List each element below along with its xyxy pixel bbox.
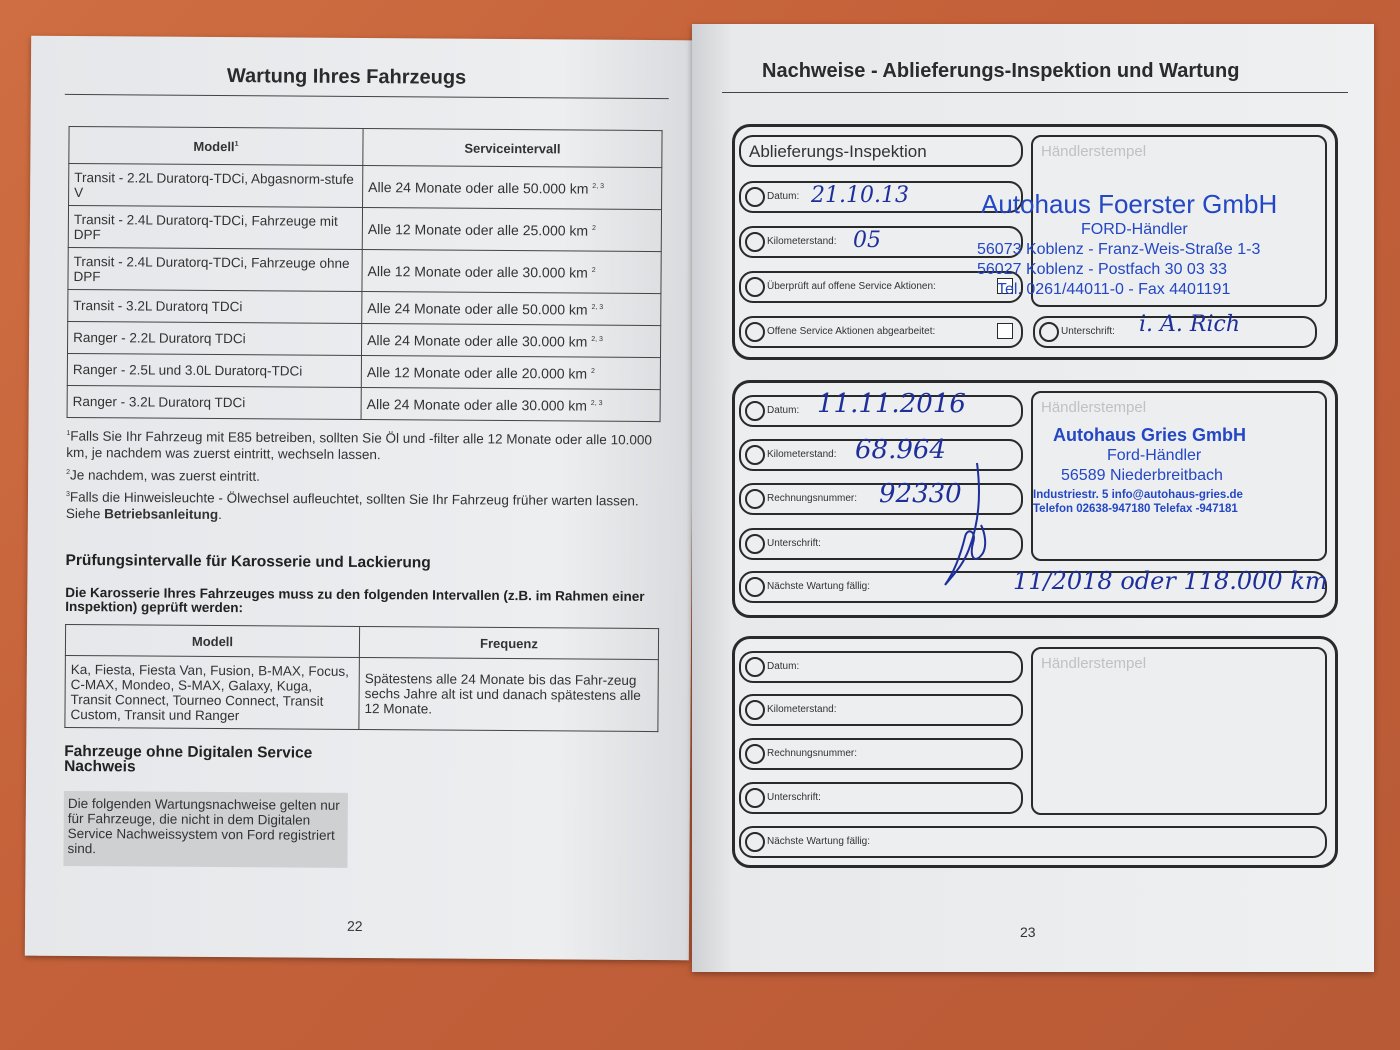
- field-label: Überprüft auf offene Service Aktionen:: [767, 281, 936, 292]
- frequency-cell: Spätestens alle 24 Monate bis das Fahr-zeug sechs Jahre alt ist und danach spätestens alle 12 Monate.: [359, 657, 658, 731]
- model-cell: Ranger - 3.2L Duratorq TDCi: [67, 385, 361, 419]
- radio-circle-icon: [745, 489, 765, 509]
- stamp-address-1: 56073 Koblenz - Franz-Weis-Straße 1-3: [977, 241, 1261, 258]
- delivery-inspection-card: [732, 124, 1338, 360]
- radio-circle-icon: [745, 445, 765, 465]
- karosserie-table: [64, 624, 659, 732]
- dealer-stamp-box: [977, 135, 1327, 307]
- table-row: [65, 655, 658, 731]
- interval-cell: Alle 12 Monate oder alle 25.000 km $^2$: [362, 208, 661, 252]
- radio-circle-icon: [1039, 322, 1059, 342]
- next-service-value: 11/2018 oder 118.000 km: [1013, 567, 1328, 595]
- footnotes: [66, 426, 667, 530]
- table-row: [68, 247, 661, 293]
- radio-circle-icon: [745, 322, 765, 342]
- model-cell: Ranger - 2.5L und 3.0L Duratorq-TDCi: [67, 353, 361, 387]
- stamp-dealer-type: Ford-Händler: [1107, 447, 1202, 464]
- radio-circle-icon: [745, 534, 765, 554]
- field-label: Datum:: [767, 405, 800, 416]
- page-title: Wartung Ihres Fahrzeugs: [226, 65, 467, 89]
- date-field[interactable]: [739, 651, 1023, 683]
- signature-scribble: [925, 453, 1005, 593]
- field-label: Unterschrift:: [767, 538, 821, 549]
- page-number: 22: [346, 917, 363, 935]
- field-label: Unterschrift:: [767, 792, 821, 803]
- col-header-model: Modell: [65, 624, 359, 657]
- karosserie-intro: Die Karosserie Ihres Fahrzeuges muss zu den folgenden Intervallen (z.B. im Rahmen einer Inspektion) geprüft werden:: [65, 584, 645, 616]
- field-label: Nächste Wartung fällig:: [767, 581, 871, 592]
- col-header-frequency: Frequenz: [359, 627, 658, 660]
- table-row: [67, 353, 660, 389]
- stamp-placeholder: Händlerstempel: [1041, 143, 1147, 160]
- stamp-dealer-type: FORD-Händler: [1081, 221, 1188, 238]
- radio-circle-icon: [745, 277, 765, 297]
- col-header-interval: Serviceintervall: [363, 129, 662, 168]
- field-label: Kilometerstand:: [767, 704, 837, 715]
- stamp-dealer-name: Autohaus Foerster GmbH: [981, 189, 1278, 219]
- model-cell: Transit - 2.2L Duratorq-TDCi, Abgasnorm-stufe V: [69, 163, 363, 207]
- signature-value: i. A. Rich: [1139, 312, 1240, 337]
- radio-circle-icon: [745, 744, 765, 764]
- model-cell: Ka, Fiesta, Fiesta Van, Fusion, B-MAX, Focus, C-MAX, Mondeo, S-MAX, Galaxy, Kuga, Transit Connect, Tourneo Connect, Transit Custom, Transit und Ranger: [65, 655, 359, 729]
- stamp-placeholder: Händlerstempel: [1041, 399, 1147, 416]
- model-cell: Transit - 2.4L Duratorq-TDCi, Fahrzeuge mit DPF: [68, 205, 362, 249]
- stamp-street-email: Industriestr. 5 info@autohaus-gries.de: [1033, 489, 1243, 501]
- model-cell: Ranger - 2.2L Duratorq TDCi: [68, 321, 362, 355]
- dealer-stamp-box: [1031, 391, 1327, 561]
- title-rule: [722, 92, 1348, 93]
- interval-cell: Alle 24 Monate oder alle 30.000 km $^{2, 3}$: [361, 388, 660, 422]
- radio-circle-icon: [745, 657, 765, 677]
- page-23: [692, 24, 1374, 972]
- service-card-2: [732, 636, 1338, 868]
- signature-field[interactable]: [739, 782, 1023, 814]
- field-label: Kilometerstand:: [767, 236, 837, 247]
- next-service-field[interactable]: [739, 567, 1328, 603]
- stamp-address-2: 56027 Koblenz - Postfach 30 03 33: [977, 261, 1227, 278]
- header-field: [739, 135, 1023, 167]
- stamp-dealer-name: Autohaus Gries GmbH: [1053, 425, 1247, 445]
- invoice-number-field[interactable]: [739, 738, 1023, 770]
- interval-cell: Alle 24 Monate oder alle 50.000 km $^{2, 3}$: [363, 166, 662, 210]
- field-label: Unterschrift:: [1061, 326, 1115, 337]
- radio-circle-icon: [745, 788, 765, 808]
- interval-cell: Alle 24 Monate oder alle 30.000 km $^{2, 3}$: [361, 324, 660, 358]
- digital-heading: Fahrzeuge ohne Digitalen Service Nachweis: [64, 742, 313, 776]
- dealer-stamp-box: [1031, 647, 1327, 815]
- interval-cell: Alle 12 Monate oder alle 20.000 km $^2$: [361, 356, 660, 390]
- stamp-placeholder: Händlerstempel: [1041, 655, 1147, 672]
- table-row: [67, 385, 660, 421]
- interval-cell: Alle 24 Monate oder alle 50.000 km $^{2, 3}$: [362, 292, 661, 326]
- radio-circle-icon: [745, 832, 765, 852]
- radio-circle-icon: [745, 232, 765, 252]
- radio-circle-icon: [745, 187, 765, 207]
- next-service-field[interactable]: [739, 826, 1327, 858]
- radio-circle-icon: [745, 700, 765, 720]
- field-label: Datum:: [767, 191, 800, 202]
- footnote-1: $^1$Falls Sie Ihr Fahrzeug mit E85 betreiben, sollten Sie Öl und -filter alle 12 Monate oder alle 10.000 km, je nachdem was zuerst eintritt, wechseln lassen.: [66, 428, 652, 462]
- info-box: Die folgenden Wartungsnachweise gelten nur für Fahrzeuge, die nicht in dem Digitalen Service Nachweissystem von Ford registriert sind.: [63, 791, 348, 868]
- field-label: Nächste Wartung fällig:: [767, 836, 871, 847]
- service-done-field[interactable]: [739, 316, 1023, 348]
- invoice-number-value: 92330: [879, 479, 962, 509]
- signature-field[interactable]: [1033, 312, 1317, 348]
- footnote-3: $^3$Falls die Hinweisleuchte - Ölwechsel aufleuchtet, sollten Sie Ihr Fahrzeug früher warten lassen. Siehe Betriebsanleitung.: [65, 489, 639, 522]
- card-header: Ablieferungs-Inspektion: [749, 142, 927, 161]
- table-row: [68, 289, 661, 325]
- date-value: 11.11.2016: [817, 389, 966, 419]
- page-22: [25, 36, 695, 961]
- service-interval-table: [67, 126, 663, 422]
- field-label: Rechnungsnummer:: [767, 748, 858, 759]
- table-row: [68, 205, 661, 251]
- field-label: Offene Service Aktionen abgearbeitet:: [767, 326, 936, 337]
- model-cell: Transit - 2.4L Duratorq-TDCi, Fahrzeuge ohne DPF: [68, 247, 362, 291]
- title-rule: [65, 94, 669, 99]
- karosserie-heading: Prüfungsintervalle für Karosserie und Lackierung: [65, 551, 431, 572]
- stamp-address: 56589 Niederbreitbach: [1061, 467, 1223, 484]
- date-field[interactable]: [739, 389, 1023, 427]
- mileage-field[interactable]: [739, 694, 1023, 726]
- service-card-1: [732, 380, 1338, 618]
- interval-cell: Alle 12 Monate oder alle 30.000 km $^2$: [362, 250, 661, 294]
- page-number: 23: [1020, 924, 1036, 940]
- checkbox[interactable]: [997, 323, 1013, 339]
- field-label: Datum:: [767, 661, 800, 672]
- stamp-phone: Tel. 0261/44011-0 - Fax 4401191: [997, 281, 1231, 298]
- page-title: Nachweise - Ablieferungs-Inspektion und Wartung: [762, 60, 1240, 82]
- table-row: [69, 163, 662, 209]
- date-value: 21.10.13: [811, 183, 909, 208]
- table-row: [68, 321, 661, 357]
- stamp-phone: Telefon 02638-947180 Telefax -947181: [1033, 503, 1238, 515]
- field-label: Kilometerstand:: [767, 449, 837, 460]
- field-label: Rechnungsnummer:: [767, 493, 858, 504]
- radio-circle-icon: [745, 577, 765, 597]
- model-cell: Transit - 3.2L Duratorq TDCi: [68, 289, 362, 323]
- radio-circle-icon: [745, 401, 765, 421]
- mileage-value: 68.964: [855, 435, 946, 465]
- mileage-value: 05: [853, 228, 881, 253]
- col-header-model: Modell$^1$: [69, 126, 363, 165]
- footnote-2: $^2$Je nachdem, was zuerst eintritt.: [66, 466, 260, 484]
